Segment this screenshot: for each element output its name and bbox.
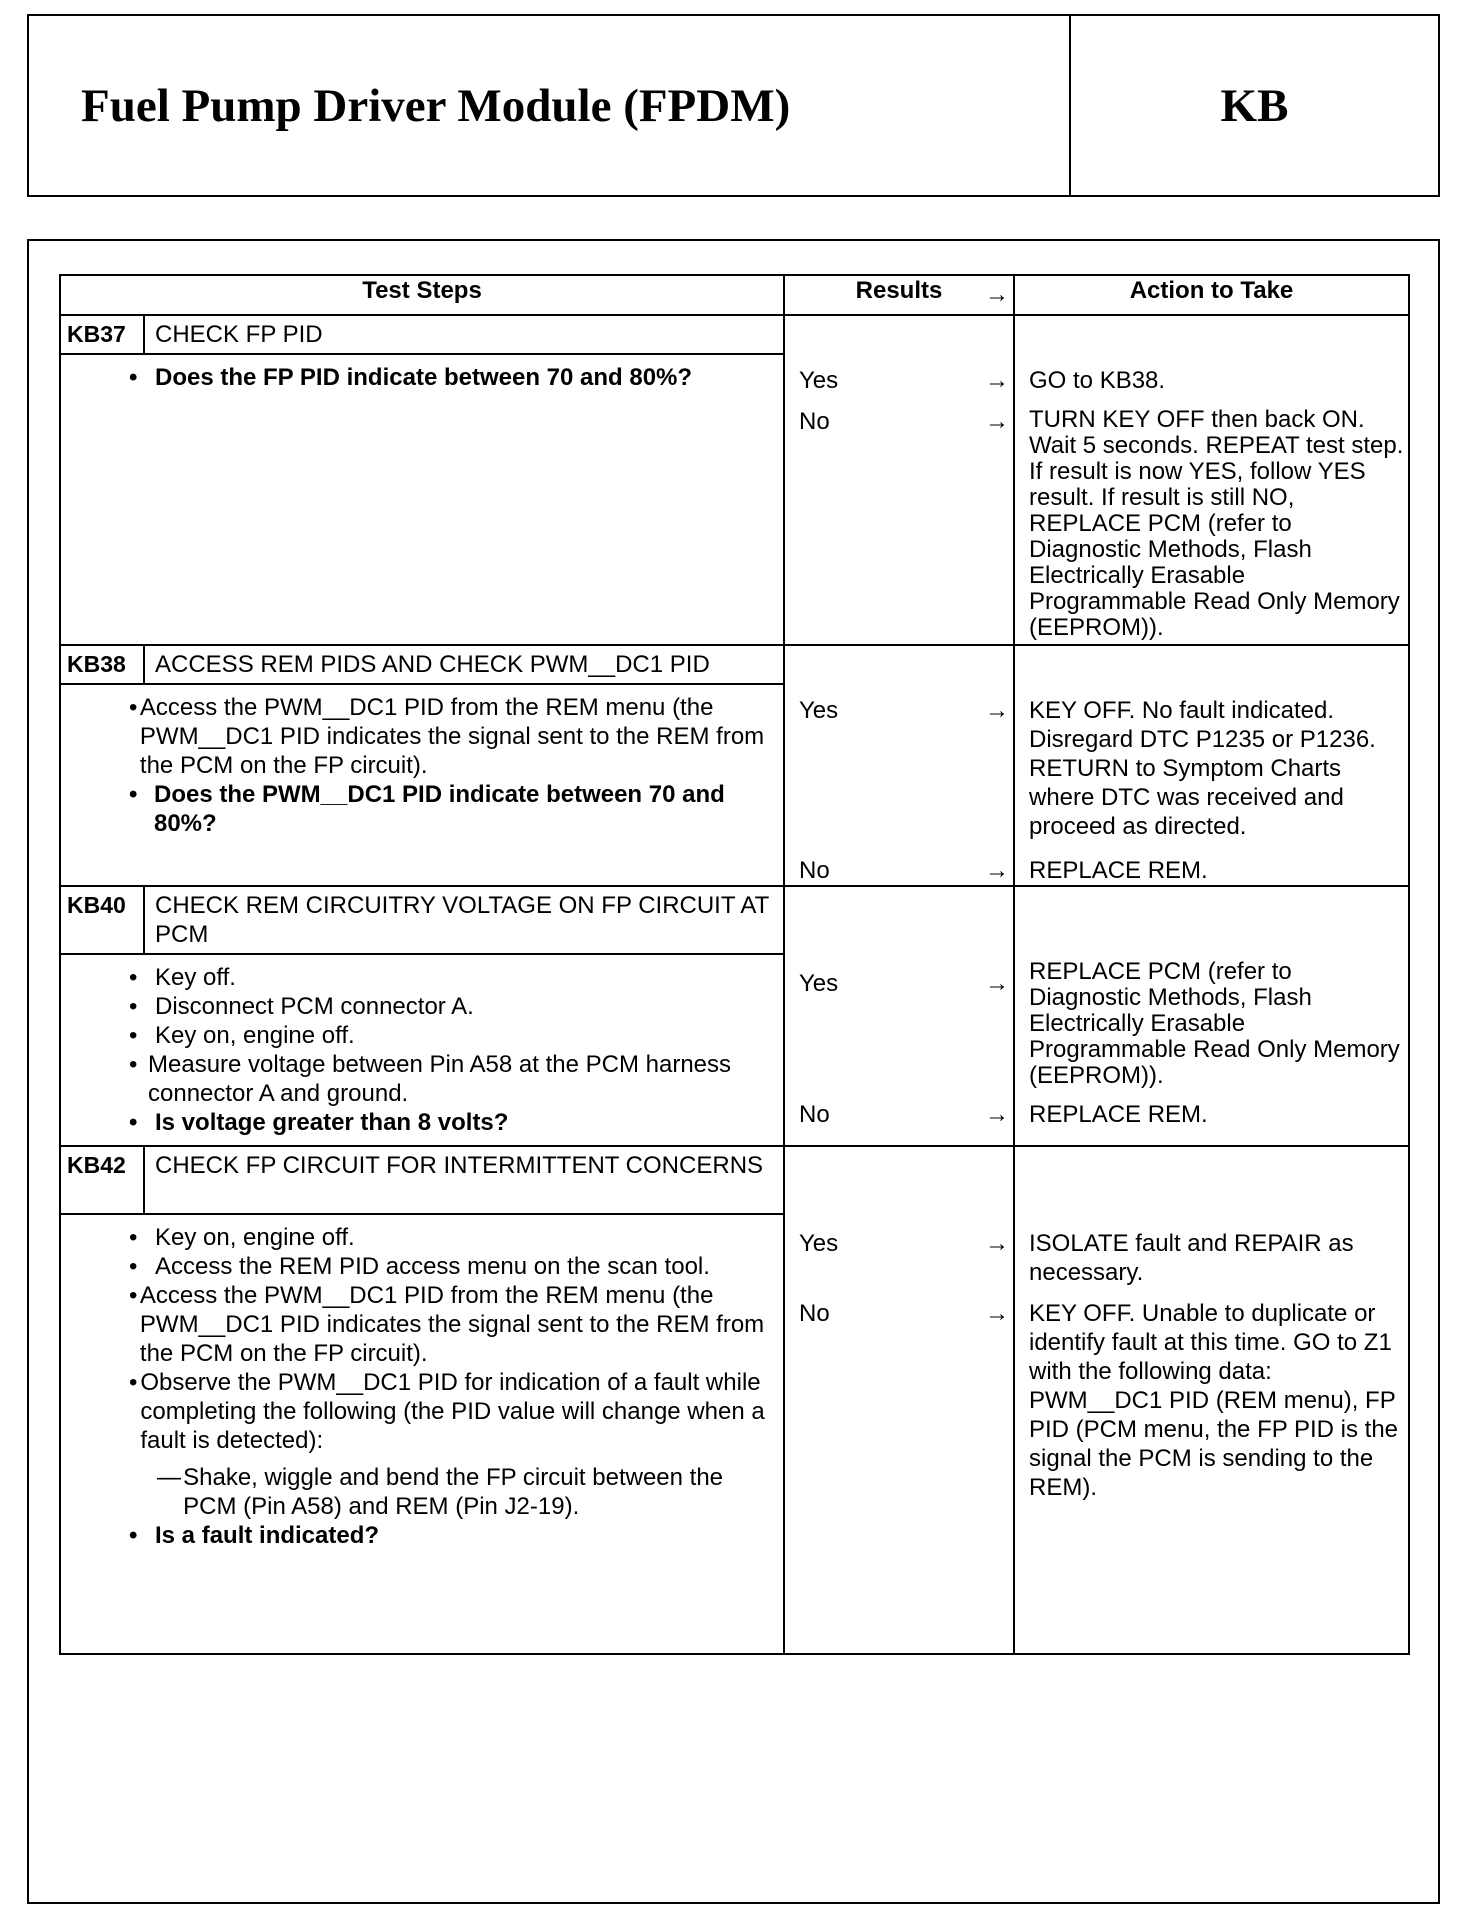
bullet-icon: • xyxy=(129,364,138,391)
bullet-icon: • xyxy=(129,1109,138,1136)
dash-icon: — xyxy=(157,1464,181,1491)
bullet-icon: • xyxy=(129,1522,138,1549)
bullet-icon: • xyxy=(129,694,138,721)
step-id: KB37 xyxy=(60,315,144,354)
bullet-icon: • xyxy=(129,1224,138,1251)
sub-list-item: — Shake, wiggle and bend the FP circuit between the PCM (Pin A58) and REM (Pin J2-19). xyxy=(157,1464,724,1520)
list-item: • Key on, engine off. xyxy=(155,1223,769,1252)
step-title: CHECK FP PID xyxy=(144,315,784,354)
step-row-kb42 xyxy=(60,1146,1409,1214)
arrow-icon: → xyxy=(985,1230,1009,1257)
list-item: • Access the REM PID access menu on the scan tool. xyxy=(155,1252,769,1281)
bullet-icon: • xyxy=(129,1022,138,1049)
step-id: KB42 xyxy=(60,1146,144,1214)
results-cell xyxy=(784,315,1014,645)
header-action: Action to Take xyxy=(1014,275,1409,315)
action-no: REPLACE REM. xyxy=(1029,857,1208,884)
action-no: REPLACE REM. xyxy=(1029,1101,1208,1128)
arrow-icon: → xyxy=(985,857,1009,884)
test-steps-table xyxy=(59,274,1410,1655)
list-item: • Key on, engine off. xyxy=(155,1021,769,1050)
action-yes: GO to KB38. xyxy=(1029,367,1166,394)
step-id: KB40 xyxy=(60,886,144,954)
arrow-icon: → xyxy=(985,281,1009,308)
results-cell xyxy=(784,1146,1014,1654)
action-cell xyxy=(1014,315,1409,645)
results-cell xyxy=(784,886,1014,1146)
action-cell xyxy=(1014,1146,1409,1654)
result-yes: Yes → xyxy=(799,367,1009,394)
step-instructions xyxy=(60,954,784,1146)
list-item: • Is a fault indicated? xyxy=(155,1521,769,1550)
result-no: No → xyxy=(799,1300,1009,1327)
header-results-label: Results xyxy=(855,277,943,304)
step-id: KB38 xyxy=(60,645,144,684)
arrow-icon: → xyxy=(985,367,1009,394)
list-item: • Access the PWM__DC1 PID from the REM menu (the PWM__DC1 PID indicates the signal sent to the REM from the PCM on the FP circuit). xyxy=(155,1281,769,1368)
list-item: • Key off. xyxy=(155,963,769,992)
step-row-kb38 xyxy=(60,645,1409,684)
arrow-icon: → xyxy=(985,1101,1009,1128)
list-item: • Measure voltage between Pin A58 at the PCM harness connector A and ground. xyxy=(155,1050,769,1108)
results-cell xyxy=(784,645,1014,886)
bullet-icon: • xyxy=(129,1253,138,1280)
arrow-icon: → xyxy=(985,970,1009,997)
arrow-icon: → xyxy=(985,697,1009,724)
bullet-icon: • xyxy=(129,1369,138,1396)
bullet-icon: • xyxy=(129,993,138,1020)
result-no: No → xyxy=(799,1101,1009,1128)
step-instructions xyxy=(60,354,784,645)
step-title: CHECK REM CIRCUITRY VOLTAGE ON FP CIRCUIT AT PCM xyxy=(144,886,784,954)
bullet-icon: • xyxy=(129,964,138,991)
action-no: TURN KEY OFF then back ON. Wait 5 seconds. REPEAT test step. If result is now YES, follow YES result. If result is still NO, REPLACE PCM (refer to Diagnostic Methods, Flash Electrically Erasable Programmable Read Only Memory (EEPROM)). xyxy=(1029,406,1404,641)
result-yes: Yes → xyxy=(799,970,1009,997)
arrow-icon: → xyxy=(985,1300,1009,1327)
result-yes: Yes → xyxy=(799,697,1009,724)
step-instructions xyxy=(60,1214,784,1654)
list-item: • Access the PWM__DC1 PID from the REM menu (the PWM__DC1 PID indicates the signal sent to the REM from the PCM on the FP circuit). xyxy=(155,693,769,780)
bullet-icon: • xyxy=(129,1282,138,1309)
action-yes: ISOLATE fault and REPAIR as necessary. xyxy=(1029,1230,1354,1286)
action-cell xyxy=(1014,645,1409,886)
result-no: No → xyxy=(799,408,1009,435)
list-item: • Is voltage greater than 8 volts? xyxy=(155,1108,769,1137)
list-item: • Disconnect PCM connector A. xyxy=(155,992,769,1021)
arrow-icon: → xyxy=(985,408,1009,435)
bullet-icon: • xyxy=(129,781,138,808)
list-item: • Observe the PWM__DC1 PID for indication of a fault while completing the following (the PID value will change when a fault is detected): xyxy=(155,1368,769,1455)
page-header xyxy=(27,14,1440,197)
step-title: ACCESS REM PIDS AND CHECK PWM__DC1 PID xyxy=(144,645,784,684)
action-cell xyxy=(1014,886,1409,1146)
page-title: Fuel Pump Driver Module (FPDM) xyxy=(29,16,1071,195)
action-no: KEY OFF. Unable to duplicate or identify fault at this time. GO to Z1 with the following data: PWM__DC1 PID (REM menu), FP PID (PCM menu, the FP PID is the signal the PCM is sending to the REM). xyxy=(1029,1300,1399,1501)
step-row-kb37 xyxy=(60,315,1409,354)
header-results xyxy=(784,275,1014,315)
list-item: • Does the PWM__DC1 PID indicate between 70 and 80%? xyxy=(155,780,769,838)
step-title: CHECK FP CIRCUIT FOR INTERMITTENT CONCERNS xyxy=(144,1146,784,1214)
header-test-steps: Test Steps xyxy=(60,275,784,315)
result-yes: Yes → xyxy=(799,1230,1009,1257)
table-header-row xyxy=(60,275,1409,315)
list-item: • Does the FP PID indicate between 70 and 80%? xyxy=(155,363,769,392)
step-instructions xyxy=(60,684,784,886)
bullet-icon: • xyxy=(129,1051,138,1078)
action-yes: REPLACE PCM (refer to Diagnostic Methods, Flash Electrically Erasable Programmable Read Only Memory (EEPROM)). xyxy=(1029,958,1400,1089)
action-yes: KEY OFF. No fault indicated. Disregard DTC P1235 or P1236. RETURN to Symptom Charts where DTC was received and proceed as directed. xyxy=(1029,697,1376,840)
step-row-kb40 xyxy=(60,886,1409,954)
section-code: KB xyxy=(1220,79,1289,132)
content-frame xyxy=(27,239,1440,1904)
result-no: No → xyxy=(799,857,1009,884)
